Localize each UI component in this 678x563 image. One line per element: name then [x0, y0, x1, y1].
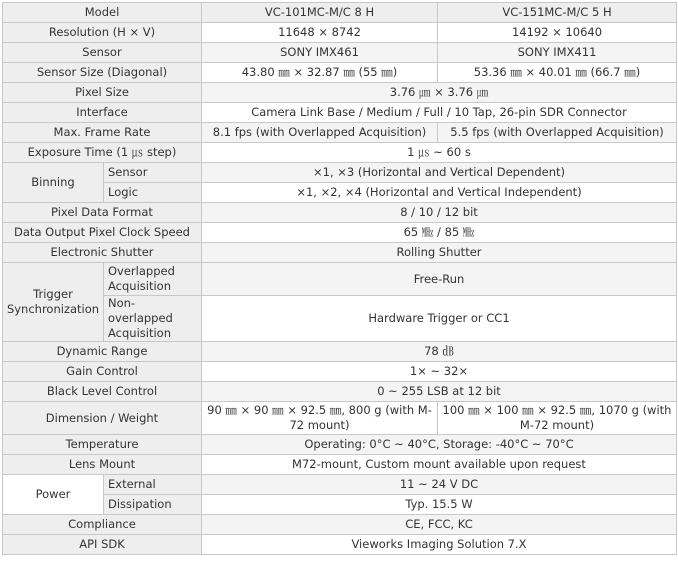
table-row-frame-rate — [3, 123, 677, 143]
table-row-interface — [3, 103, 677, 123]
temperature-label: Temperature — [3, 435, 202, 455]
interface-label: Interface — [3, 103, 202, 123]
lens-mount-label: Lens Mount — [3, 455, 202, 475]
table-row-resolution — [3, 23, 677, 43]
power-external-value: 11 ~ 24 V DC — [202, 475, 677, 495]
dimension-a-value: 90 ㎜ × 90 ㎜ × 92.5 ㎜, 800 g (with M-72 mount) — [202, 402, 438, 435]
model-b-header: VC-151MC-M/C 5 H — [438, 3, 677, 23]
table-row-api — [3, 535, 677, 555]
black-level-value: 0 ~ 255 LSB at 12 bit — [202, 382, 677, 402]
spec-table — [2, 2, 677, 555]
model-label: Model — [3, 3, 202, 23]
table-row-pixel-format — [3, 203, 677, 223]
exposure-value: 1 ㎲ ~ 60 s — [202, 143, 677, 163]
binning-label: Binning — [3, 163, 104, 203]
dynamic-range-label: Dynamic Range — [3, 342, 202, 362]
table-row-trigger-non-overlapped — [3, 296, 677, 342]
table-row-binning-sensor — [3, 163, 677, 183]
table-row-shutter — [3, 243, 677, 263]
binning-sensor-value: ×1, ×3 (Horizontal and Vertical Dependent) — [202, 163, 677, 183]
api-value: Vieworks Imaging Solution 7.X — [202, 535, 677, 555]
resolution-a-value: 11648 × 8742 — [202, 23, 438, 43]
gain-label: Gain Control — [3, 362, 202, 382]
frame-rate-label: Max. Frame Rate — [3, 123, 202, 143]
pixel-size-value: 3.76 ㎛ × 3.76 ㎛ — [202, 83, 677, 103]
power-label: Power — [3, 475, 104, 515]
gain-value: 1× ~ 32× — [202, 362, 677, 382]
interface-value: Camera Link Base / Medium / Full / 10 Tap, 26-pin SDR Connector — [202, 103, 677, 123]
pixel-size-label: Pixel Size — [3, 83, 202, 103]
table-row-power-dissipation — [3, 495, 677, 515]
api-label: API SDK — [3, 535, 202, 555]
clock-speed-value: 65 ㎒ / 85 ㎒ — [202, 223, 677, 243]
clock-speed-label: Data Output Pixel Clock Speed — [3, 223, 202, 243]
sensor-a-value: SONY IMX461 — [202, 43, 438, 63]
binning-sensor-label: Sensor — [104, 163, 202, 183]
sensor-size-label: Sensor Size (Diagonal) — [3, 63, 202, 83]
sensor-size-a-value: 43.80 ㎜ × 32.87 ㎜ (55 ㎜) — [202, 63, 438, 83]
table-row-binning-logic — [3, 183, 677, 203]
exposure-label: Exposure Time (1 ㎲ step) — [3, 143, 202, 163]
binning-logic-label: Logic — [104, 183, 202, 203]
table-row-temperature — [3, 435, 677, 455]
dimension-label: Dimension / Weight — [3, 402, 202, 435]
table-row-sensor-size — [3, 63, 677, 83]
table-row-pixel-size — [3, 83, 677, 103]
trigger-overlapped-value: Free-Run — [202, 263, 677, 296]
table-row-dynamic-range — [3, 342, 677, 362]
lens-mount-value: M72-mount, Custom mount available upon request — [202, 455, 677, 475]
trigger-overlapped-label: Overlapped Acquisition — [104, 263, 202, 296]
table-row-trigger-overlapped — [3, 263, 677, 296]
spec-table-container — [2, 2, 677, 555]
dynamic-range-value: 78 ㏈ — [202, 342, 677, 362]
sensor-b-value: SONY IMX411 — [438, 43, 677, 63]
compliance-label: Compliance — [3, 515, 202, 535]
table-row-black-level — [3, 382, 677, 402]
table-row-dimension — [3, 402, 677, 435]
temperature-value: Operating: 0°C ~ 40°C, Storage: -40°C ~ 70°C — [202, 435, 677, 455]
power-dissipation-value: Typ. 15.5 W — [202, 495, 677, 515]
table-row-model — [3, 3, 677, 23]
compliance-value: CE, FCC, KC — [202, 515, 677, 535]
table-row-compliance — [3, 515, 677, 535]
table-row-clock-speed — [3, 223, 677, 243]
table-row-exposure — [3, 143, 677, 163]
table-row-sensor — [3, 43, 677, 63]
resolution-b-value: 14192 × 10640 — [438, 23, 677, 43]
pixel-format-label: Pixel Data Format — [3, 203, 202, 223]
power-external-label: External — [104, 475, 202, 495]
binning-logic-value: ×1, ×2, ×4 (Horizontal and Vertical Independent) — [202, 183, 677, 203]
table-row-lens-mount — [3, 455, 677, 475]
table-row-gain — [3, 362, 677, 382]
trigger-label: Trigger Synchronization — [3, 263, 104, 342]
frame-rate-b-value: 5.5 fps (with Overlapped Acquisition) — [438, 123, 677, 143]
dimension-b-value: 100 ㎜ × 100 ㎜ × 92.5 ㎜, 1070 g (with M-72 mount) — [438, 402, 677, 435]
frame-rate-a-value: 8.1 fps (with Overlapped Acquisition) — [202, 123, 438, 143]
trigger-non-overlapped-value: Hardware Trigger or CC1 — [202, 296, 677, 342]
model-a-header: VC-101MC-M/C 8 H — [202, 3, 438, 23]
resolution-label: Resolution (H × V) — [3, 23, 202, 43]
shutter-value: Rolling Shutter — [202, 243, 677, 263]
table-row-power-external — [3, 475, 677, 495]
trigger-non-overlapped-label: Non-overlapped Acquisition — [104, 296, 202, 342]
sensor-size-b-value: 53.36 ㎜ × 40.01 ㎜ (66.7 ㎜) — [438, 63, 677, 83]
black-level-label: Black Level Control — [3, 382, 202, 402]
pixel-format-value: 8 / 10 / 12 bit — [202, 203, 677, 223]
sensor-label: Sensor — [3, 43, 202, 63]
power-dissipation-label: Dissipation — [104, 495, 202, 515]
shutter-label: Electronic Shutter — [3, 243, 202, 263]
